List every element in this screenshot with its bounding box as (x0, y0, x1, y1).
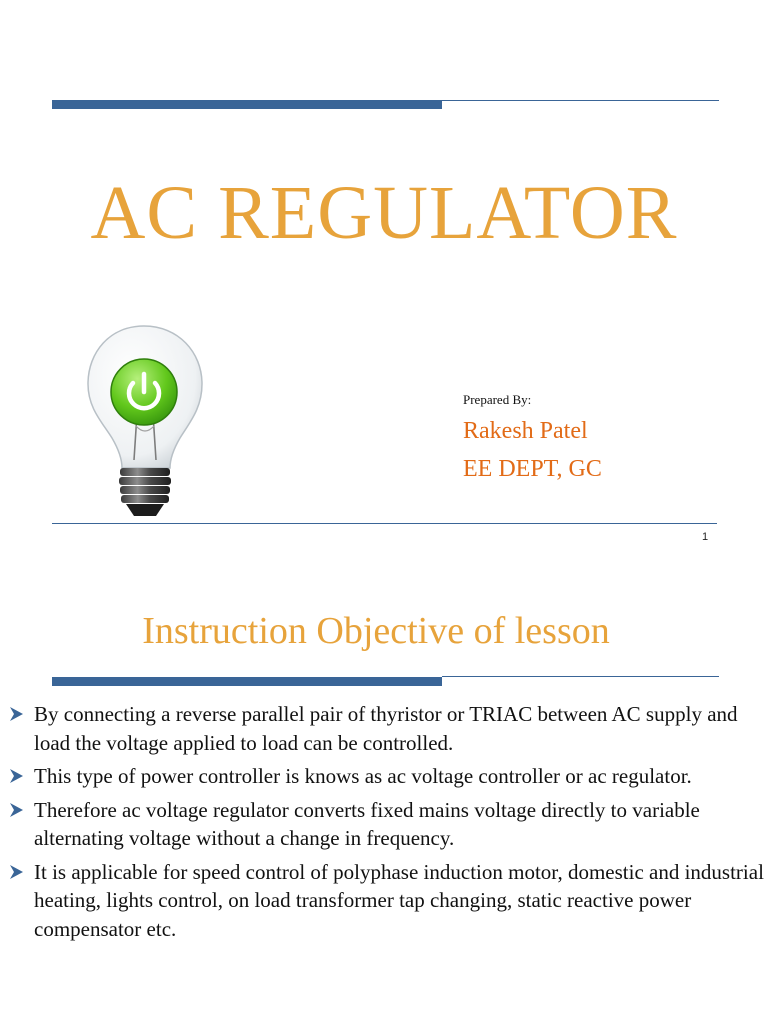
footer-rule (52, 523, 717, 524)
lightbulb-power-icon (82, 322, 214, 520)
header-rule-thick (52, 677, 442, 686)
header-rule-thin (442, 676, 719, 677)
slide-title: Instruction Objective of lesson (142, 610, 610, 652)
arrow-bullet-icon (8, 864, 24, 880)
bullet-list (8, 700, 764, 948)
bullet-text: Therefore ac voltage regulator converts fixed mains voltage directly to variable alternating voltage without a change in frequency. (34, 797, 700, 850)
slide-title: AC REGULATOR (90, 171, 678, 255)
prepared-by-label: Prepared By: (463, 392, 532, 407)
author-department: EE DEPT, GC (463, 456, 602, 482)
list-item (8, 796, 764, 853)
author-name: Rakesh Patel (463, 418, 588, 444)
header-rule-thick (52, 100, 442, 109)
list-item (8, 858, 764, 944)
arrow-bullet-icon (8, 802, 24, 818)
list-item (8, 762, 764, 791)
list-item (8, 700, 764, 757)
bullet-text: This type of power controller is knows as ac voltage controller or ac regulator. (34, 764, 692, 788)
bullet-text: By connecting a reverse parallel pair of thyristor or TRIAC between AC supply and load the voltage applied to load can be controlled. (34, 702, 738, 755)
arrow-bullet-icon (8, 768, 24, 784)
page-number: 1 (702, 531, 709, 543)
header-rule-thin (442, 100, 719, 101)
bullet-text: It is applicable for speed control of polyphase induction motor, domestic and industrial heating, lights control, on load transformer tap changing, static reactive power compensator etc. (34, 859, 764, 941)
arrow-bullet-icon (8, 706, 24, 722)
